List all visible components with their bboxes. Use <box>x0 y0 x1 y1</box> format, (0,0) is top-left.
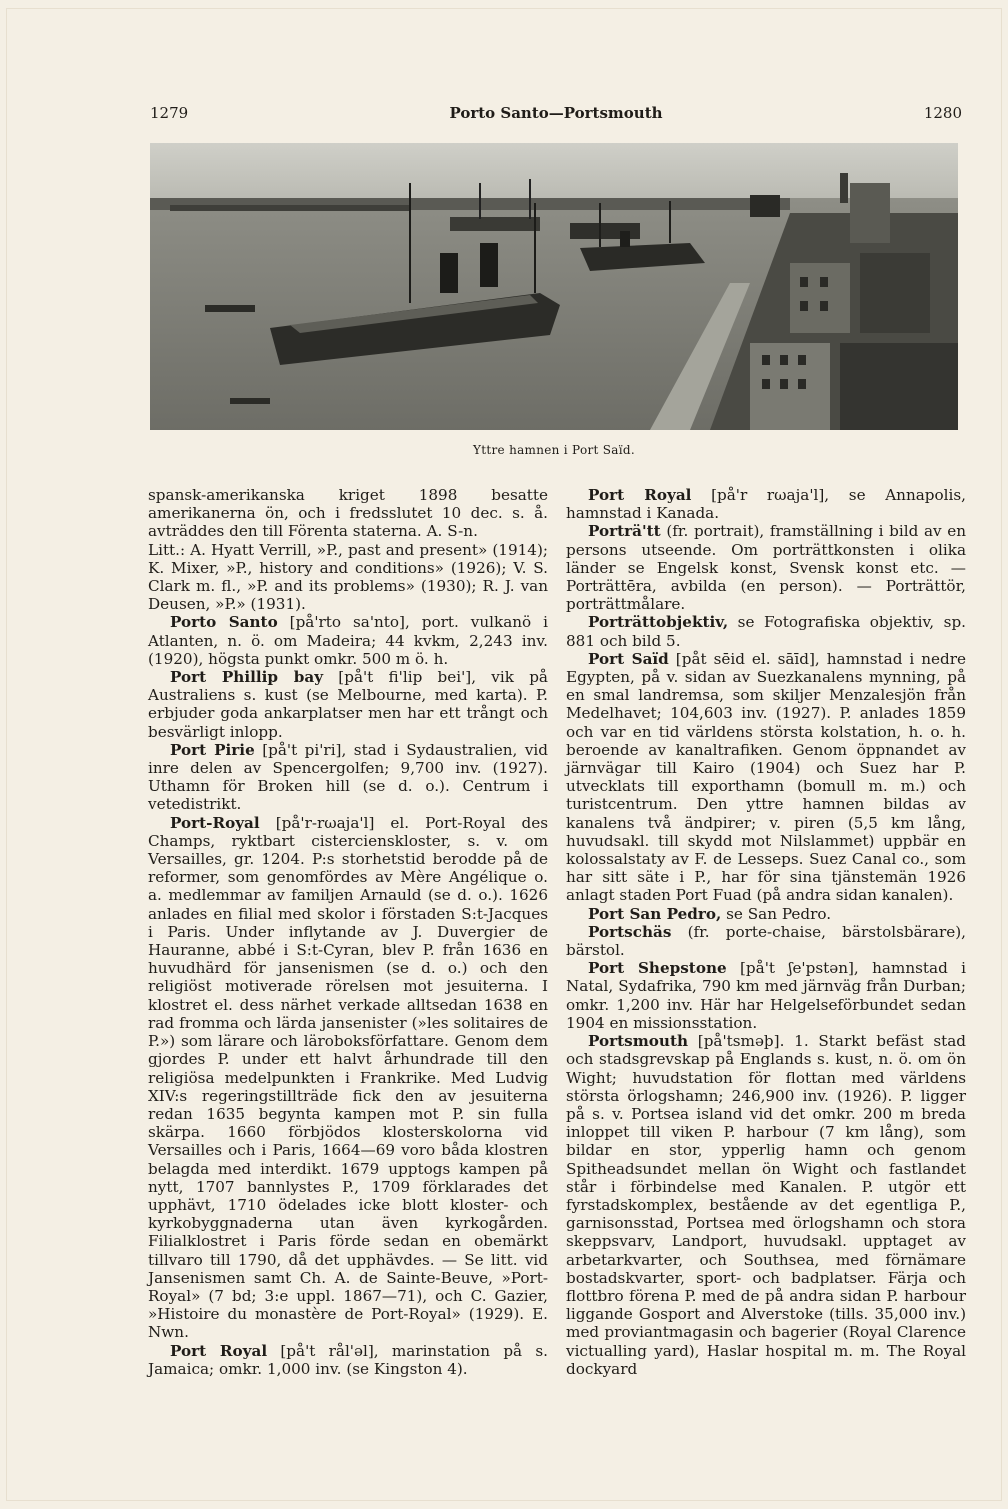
entry-portschas <box>566 923 966 959</box>
entry-term: Port Royal <box>170 1341 268 1360</box>
entry-portrattobjektiv <box>566 613 966 649</box>
harbour-photograph <box>150 143 958 430</box>
entry-porto-santo <box>148 613 548 668</box>
entry-term: Porträ'tt <box>588 522 661 541</box>
entry-port-shepstone <box>566 959 966 1032</box>
entry-term: Porto Santo <box>170 613 278 632</box>
author-signature: A. S-n. <box>426 522 478 541</box>
entry-text: [på'rto sa'nto], port. vulkanö i Atlanten, n. ö. om Madeira; 44 kvkm, 2,243 inv. (1920), högsta punkt omkr. 500 m ö. h. <box>148 613 548 668</box>
author-signature: E. Nwn. <box>148 1305 549 1342</box>
entry-portratt <box>566 522 966 613</box>
running-header <box>150 104 962 128</box>
entry-text: (fr. portrait), framställning i bild av en persons utseende. Om porträttkonsten i olika länder se Engelsk konst, Svensk konst etc. — Porträttēra, avbilda (en person). — Porträttör, porträttmålare. <box>566 522 966 614</box>
entry-text: (fr. porte-chaise, bärstolsbärare), bärstol. <box>566 922 966 960</box>
entry-text: [på'r rωaja'l], se Annapolis, hamnstad i Kanada. <box>566 486 966 523</box>
column-number-right: 1280 <box>923 104 962 122</box>
entry-text: [påt sēid el. sāīd], hamnstad i nedre Egypten, på v. sidan av Suezkanalens mynning, på en smal landremsa, som skiljer Menzalesjön från Medelhavet; 104,603 inv. (1927). P. anlades 1859 och var en tid världens största kolstation, h. o. h. beroende av kanaltrafiken. Genom öppnandet av järnvägar till Kairo (1904) och Suez har P. utvecklats till exporthamn (bomull m. m.) och turistcentrum. Den yttre hamnen bildas av kanalens två ändpirer; v. piren (5,5 km lång, huvudsakl. till skydd mot Nilslammet) uppbär en kolossalstaty av F. de Lesseps. Suez Canal co., som har sitt säte i P., har för sina tjänstemän 1926 anlagt staden Port Fuad (på andra sidan kanalen). <box>566 649 966 905</box>
entry-port-san-pedro <box>566 905 966 923</box>
continuation-paragraph <box>148 486 548 541</box>
entry-port-royal-jamaica <box>148 1342 548 1378</box>
entry-term: Port Saïd <box>588 649 669 668</box>
column-number-left: 1279 <box>150 104 189 122</box>
entry-port-royal-canada <box>566 486 966 522</box>
entry-term: Port Shepstone <box>588 959 727 978</box>
entry-text: [på't rål'əl], marinstation på s. Jamaica; omkr. 1,000 inv. (se Kingston 4). <box>148 1341 549 1378</box>
entry-term: Portschäs <box>588 922 672 941</box>
entry-port-phillip-bay <box>148 668 548 741</box>
entry-term: Port Royal <box>588 486 692 504</box>
entry-port-pirie <box>148 741 548 814</box>
literature-paragraph: Litt.: A. Hyatt Verrill, »P., past and present» (1914); K. Mixer, »P., history and conditions» (1926); V. S. Clark m. fl., »P. and its problems» (1930); R. J. van Deusen, »P.» (1931). <box>148 540 548 614</box>
entry-term: Porträttobjektiv, <box>588 613 729 632</box>
entry-text: [på't fi'lip bei'], vik på Australiens s. kust (se Melbourne, med karta). P. erbjuder goda ankarplatser men har ett trångt och besvärligt inlopp. <box>148 668 548 741</box>
entry-text: [på'r-rωaja'l] el. Port-Royal des Champs, ryktbart cistercienskloster, s. v. om Versailles, gr. 1204. P:s storhetstid berodde på de reformer, som genomfördes av Mère Angélique o. a. medlemmar av familjen Arnauld (se d. o.). 1626 anlades en filial med skolor i förstaden S:t-Jacques i Paris. Under inflytande av J. Duvergier de Hauranne, abbé i S:t-Cyran, blev P. från 1636 en huvudhärd för jansenismen (se d. o.) och den religiöst motiverade rörelsen mot jesuiterna. I klostret el. dess närhet verkade alltsedan 1638 en rad fromma och lärda jansenister (»les solitaires de P.») som lärare och läroboksförfattare. Genom dem gjordes P. under ett halvt århundrade till den religiösa medelpunkten i Frankrike. Med Ludvig XIV:s regeringstillträde fick den av jesuiterna redan 1635 begynta kampen mot P. sin fulla skärpa. 1660 förbjödos klosterskolorna vid Versailles och i Paris, 1664—69 voro båda klostren belagda med interdikt. 1679 upptogs kampen på nytt, 1707 bannlystes P., 1709 förklarades det upphävt, 1710 ödelades icke blott kloster- och kyrkobyggnaderna utan även kyrkogården. Filialklostret i Paris förde sedan en obemärkt tillvaro till 1790, då det upphävdes. — Se litt. vid Jansenismen samt Ch. A. de Sainte-Beuve, »Port-Royal» (7 bd; 3:e uppl. 1867—71), och C. Gazier, »Histoire du monastère de Port-Royal» (1929). <box>148 813 548 1324</box>
entry-text: [på't pi'ri], stad i Sydaustralien, vid inre delen av Spencergolfen; 9,700 inv. (1927). Uthamn för Broken hill (se d. o.). Centrum i vetedistrikt. <box>148 740 548 814</box>
entry-term: Portsmouth <box>588 1032 689 1051</box>
entry-term: Port Pirie <box>170 740 255 759</box>
entry-term: Port San Pedro, <box>588 904 722 923</box>
entry-port-said <box>566 650 966 905</box>
left-column <box>148 486 548 1378</box>
entry-text: [på'tsməþ]. 1. Starkt befäst stad och stadsgrevskap på Englands s. kust, n. ö. om ön Wight; huvudstation för flottan med världens största örlogshamn; 246,900 inv. (1926). P. ligger på s. v. Portsea island vid det omkr. 200 m breda inloppet till viken P. harbour (7 km lång), som bildar en stor, ypperlig hamn och genom Spitheadsundet mellan ön Wight och fastlandet står i förbindelse med Kanalen. P. utgör ett fyrstadskomplex, bestående av det egentliga P., garnisonsstad, Portsea med örlogshamn och stora skeppsvarv, Landport, huvudsakl. upptaget av arbetarkvarter, och Southsea, med förnämare bostadskvarter, sport- och badplatser. Färja och flottbro förena P. med de på andra sidan P. harbour liggande Gosport and Alverstoke (tills. 35,000 inv.) med proviantmagasin och bagerier (Royal Clarence victualling yard), Haslar hospital m. m. The Royal dockyard <box>566 1032 966 1378</box>
entry-term: Port Phillip bay <box>170 668 324 687</box>
entry-portsmouth <box>566 1032 966 1378</box>
running-title: Porto Santo—Portsmouth <box>449 104 663 122</box>
entry-text: se San Pedro. <box>721 904 832 923</box>
entry-term: Port-Royal <box>170 813 260 832</box>
figure-caption: Yttre hamnen i Port Saïd. <box>473 443 635 457</box>
entry-text: se Fotografiska objektiv, sp. 881 och bild 5. <box>566 613 966 650</box>
continuation-text: spansk-amerikanska kriget 1898 besatte amerikanerna ön, och i fredsslutet 10 dec. s. å. avträddes den till Förenta staterna. <box>148 486 548 541</box>
entry-text: [på't ʃe'pstən], hamnstad i Natal, Sydafrika, 790 km med järnväg från Durban; omkr. 1,200 inv. Här har Helgelseförbundet sedan 1904 en missionsstation. <box>566 959 966 1032</box>
entry-port-royal-abbey <box>148 814 548 1342</box>
right-column <box>566 486 966 1378</box>
